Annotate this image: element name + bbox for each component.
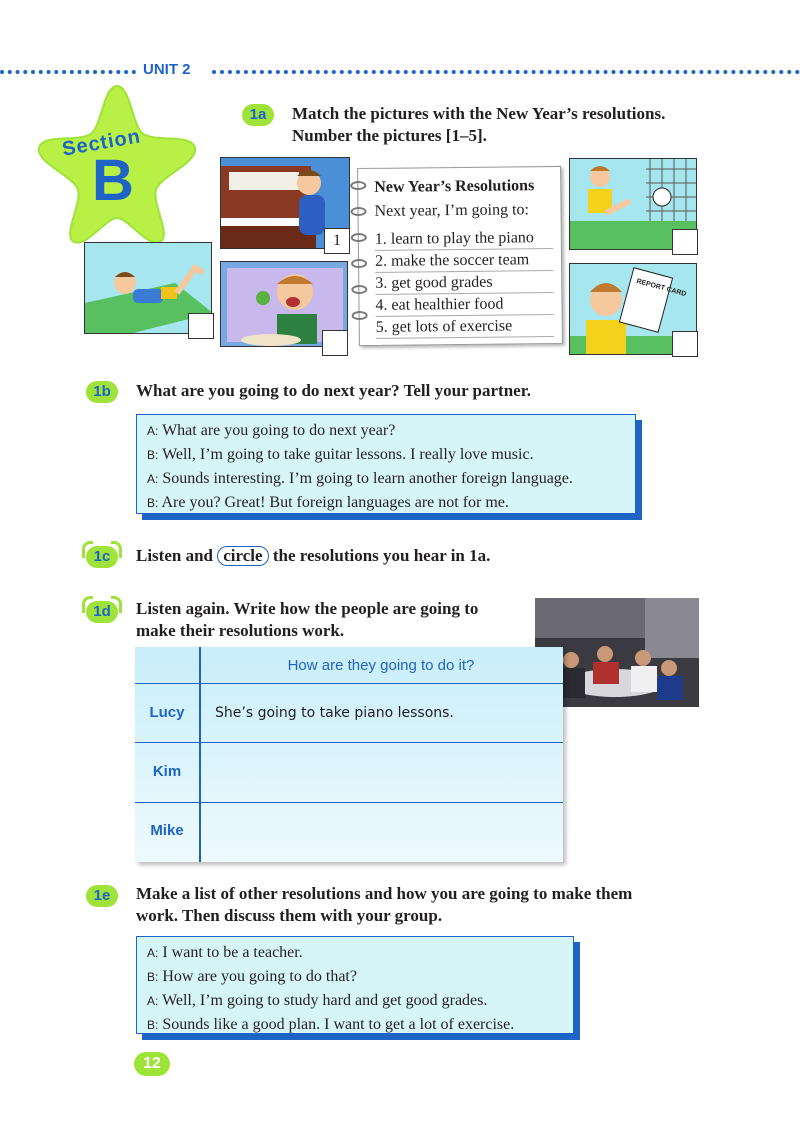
badge-1e: 1e: [86, 885, 118, 907]
circled-word: circle: [217, 546, 268, 566]
instruction-1e-line1: Make a list of other resolutions and how you are going to make them: [136, 884, 633, 903]
dialog-line: [147, 1013, 563, 1037]
dialog-text: Are you? Great! But foreign languages are not for me.: [161, 494, 509, 511]
dialog-text: Sounds interesting. I’m going to learn another foreign language.: [162, 470, 573, 487]
dialog-line: [147, 965, 563, 989]
unit-label: UNIT 2: [143, 61, 191, 78]
instruction-1d-line2: make their resolutions work.: [136, 621, 345, 640]
note-ring: [350, 181, 366, 190]
speaker: B:: [147, 1018, 159, 1032]
picture-exercise-answer-box[interactable]: [188, 313, 214, 339]
dialog-line: [147, 443, 625, 467]
answer-table: [135, 647, 563, 862]
instruction-1c: [136, 545, 490, 567]
instruction-1c-before: Listen and: [136, 546, 213, 565]
dialog-1b: [136, 414, 636, 514]
resolution-item: 3. get good grades: [375, 271, 553, 295]
note-title: New Year’s Resolutions: [374, 177, 535, 196]
picture-piano-answer-box[interactable]: 1: [324, 228, 350, 254]
table-row-name: Kim: [152, 763, 182, 780]
note-ring: [351, 285, 367, 294]
badge-1a: 1a: [242, 104, 274, 126]
resolutions-note: [357, 166, 563, 346]
badge-1b: 1b: [86, 381, 118, 403]
speaker: A:: [147, 994, 159, 1008]
table-row-name: Lucy: [149, 704, 185, 721]
dialog-line: [147, 989, 563, 1013]
dialog-1e: [136, 936, 574, 1034]
instruction-1a-line2: Number the pictures [1–5].: [292, 126, 487, 145]
table-row-name: Mike: [150, 822, 184, 839]
note-ring: [350, 207, 366, 216]
instruction-1b: What are you going to do next year? Tell your partner.: [136, 381, 531, 400]
dialog-text: Sounds like a good plan. I want to get a lot of exercise.: [162, 1016, 515, 1033]
table-divider: [135, 683, 563, 684]
resolution-item: 4. eat healthier food: [375, 293, 553, 317]
dialog-text: What are you going to do next year?: [162, 422, 396, 439]
note-ring: [352, 311, 368, 320]
badge-1d: 1d: [86, 601, 118, 623]
dialog-line: [147, 467, 625, 491]
speaker: B:: [147, 448, 159, 462]
picture-soccer-answer-box[interactable]: [672, 229, 698, 255]
section-word: Section: [60, 125, 143, 161]
header-dotted-rule-right: [212, 70, 800, 74]
instruction-1d-line1: Listen again. Write how the people are going to: [136, 599, 479, 618]
note-ring: [351, 233, 367, 242]
table-divider: [199, 647, 201, 862]
speaker: A:: [147, 424, 159, 438]
dialog-line: [147, 491, 625, 515]
resolution-item: 2. make the soccer team: [375, 249, 553, 273]
table-divider: [135, 802, 563, 803]
dialog-line: [147, 419, 625, 443]
page-number: 12: [134, 1052, 170, 1076]
note-subtitle: Next year, I’m going to:: [374, 201, 530, 220]
badge-1c: 1c: [86, 546, 118, 568]
instruction-1a-line1: Match the pictures with the New Year’s resolutions.: [292, 104, 666, 123]
table-row-answer[interactable]: She’s going to take piano lessons.: [215, 705, 454, 721]
instruction-1c-after: the resolutions you hear in 1a.: [272, 546, 491, 565]
table-header: How are they going to do it?: [287, 657, 475, 674]
resolution-item: 1. learn to play the piano: [375, 227, 553, 251]
section-letter: B: [92, 148, 134, 213]
dialog-text: Well, I’m going to study hard and get good grades.: [162, 992, 488, 1009]
resolution-item: 5. get lots of exercise: [376, 315, 554, 339]
report-card-label: REPORT CARD: [635, 278, 687, 299]
picture-eating-answer-box[interactable]: [322, 330, 348, 356]
speaker: B:: [147, 970, 159, 984]
dialog-text: How are you going to do that?: [162, 968, 357, 985]
dialog-text: Well, I’m going to take guitar lessons. I really love music.: [162, 446, 534, 463]
speaker: A:: [147, 472, 159, 486]
speaker: B:: [147, 496, 159, 510]
speaker: A:: [147, 946, 159, 960]
picture-grades-answer-box[interactable]: [672, 331, 698, 357]
dialog-line: [147, 941, 563, 965]
table-divider: [135, 742, 563, 743]
instruction-1e-line2: work. Then discuss them with your group.: [136, 906, 443, 925]
header-dotted-rule-left: [0, 70, 136, 74]
note-ring: [351, 259, 367, 268]
dialog-text: I want to be a teacher.: [162, 944, 303, 961]
